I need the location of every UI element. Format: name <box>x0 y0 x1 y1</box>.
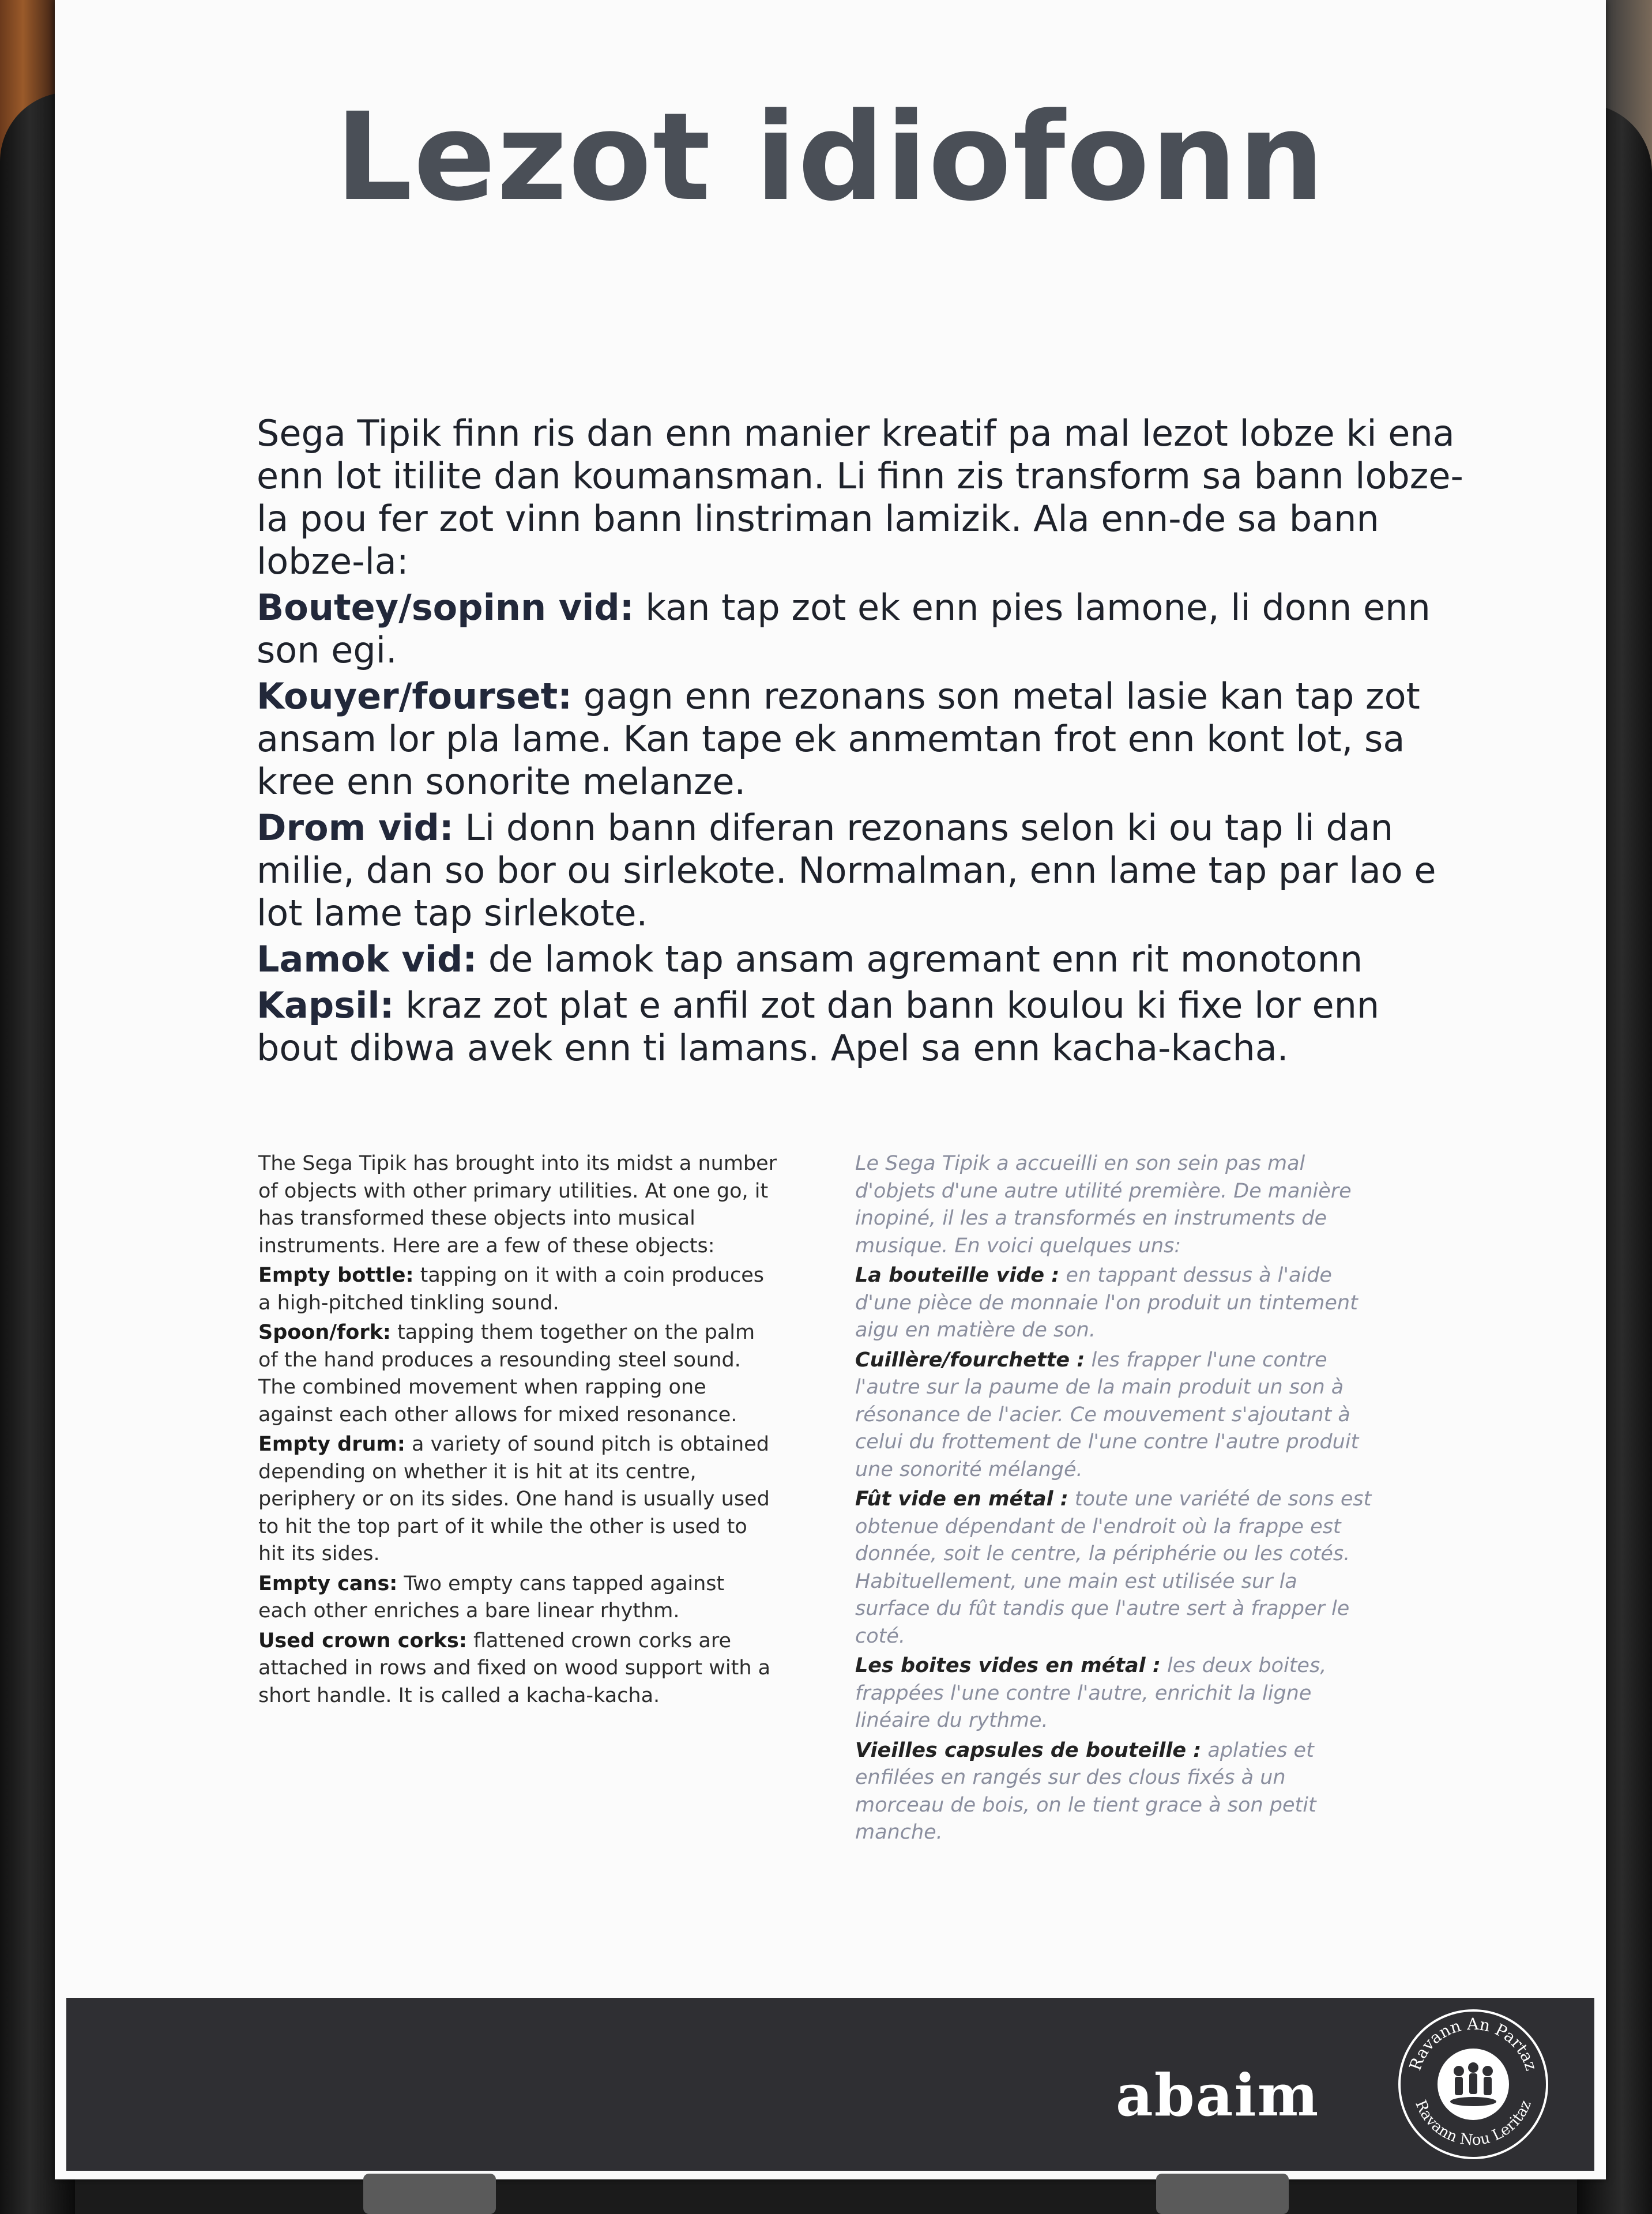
kreol-term: Lamok vid: <box>257 938 477 980</box>
french-desc: toute une variété de sons est obtenue dépendant de l'endroit où la frappe est donnée, soit le centre, la périphérie ou les cotés. Habituellement, une main est utilisée sur la surface du fût tandis que l'autre sert à frapper le coté. <box>855 1488 1372 1648</box>
kreol-item <box>257 807 1467 935</box>
english-term: Empty bottle: <box>258 1264 414 1287</box>
kreol-desc: kraz zot plat e anfil zot dan bann koulou ki fixe lor enn bout dibwa avek enn ti lamans. Apel sa enn kacha-kacha. <box>257 984 1380 1069</box>
kreol-desc: de lamok tap ansam agremant enn rit monotonn <box>477 938 1363 980</box>
kreol-text-block <box>257 412 1467 1073</box>
french-desc: les deux boites, frappées l'une contre l'autre, enrichit la ligne linéaire du rythme. <box>855 1654 1327 1732</box>
french-item <box>855 1262 1374 1345</box>
stand-clip-right <box>1156 2174 1289 2214</box>
kreol-item <box>257 938 1467 981</box>
french-term: Cuillère/fourchette : <box>855 1348 1085 1372</box>
english-item <box>258 1319 777 1429</box>
french-intro: Le Sega Tipik a accueilli en son sein pas mal d'objets d'une autre utilité première. De manière inopiné, il les a transformés en instruments de musique. En voici quelques uns: <box>855 1152 1352 1257</box>
footer-band <box>66 1998 1594 2171</box>
kreol-term: Boutey/sopinn vid: <box>257 586 634 628</box>
english-column <box>258 1150 777 1712</box>
english-intro: The Sega Tipik has brought into its midst a number of objects with other primary utilities. At one go, it has transformed these objects into musical instruments. Here are a few of these objects: <box>258 1152 777 1257</box>
kreol-desc: Li donn bann diferan rezonans selon ki ou tap li dan milie, dan so bor ou sirlekote. Normalman, enn lame tap par lao e lot lame tap sirlekote. <box>257 807 1436 934</box>
musicians-icon <box>1450 2062 1496 2106</box>
english-term: Used crown corks: <box>258 1629 467 1652</box>
page-title: Lezot idiofonn <box>335 86 1326 228</box>
kreol-term: Drom vid: <box>257 807 454 849</box>
kreol-item <box>257 586 1467 672</box>
french-desc: aplaties et enfilées en rangés sur des clous fixés à un morceau de bois, on le tient grace à son petit manche. <box>855 1738 1316 1844</box>
english-item <box>258 1431 777 1568</box>
french-term: Vieilles capsules de bouteille : <box>855 1738 1202 1762</box>
english-item <box>258 1571 777 1625</box>
kreol-item <box>257 675 1467 803</box>
french-item <box>855 1347 1374 1484</box>
kreol-intro: Sega Tipik finn ris dan enn manier kreatif pa mal lezot lobze ki ena enn lot itilite dan koumansman. Li finn zis transform sa bann lobze-la pou fer zot vinn bann linstriman lamizik. Ala enn-de sa bann lobze-la: <box>257 412 1463 582</box>
english-desc: tapping on it with a coin produces a high-pitched tinkling sound. <box>258 1264 765 1315</box>
english-item <box>258 1628 777 1710</box>
english-desc: Two empty cans tapped against each other enriches a bare linear rhythm. <box>258 1572 725 1622</box>
french-column <box>855 1150 1374 1849</box>
french-desc: en tappant dessus à l'aide d'une pièce de monnaie l'on produit un tintement aigu en matière de son. <box>855 1264 1358 1342</box>
seal-text-top: Ravann An Partaz <box>1405 2014 1541 2073</box>
kreol-desc: kan tap zot ek enn pies lamone, li donn enn son egi. <box>257 586 1431 671</box>
stand-clip-left <box>363 2174 496 2214</box>
french-item <box>855 1652 1374 1735</box>
kreol-item <box>257 984 1467 1070</box>
french-desc: les frapper l'une contre l'autre sur la paume de la main produit un son à résonance de l'acier. Ce mouvement s'ajoutant à celui du frottement de l'une contre l'autre produit une sonorité mélangé. <box>855 1348 1359 1481</box>
seal-text-bottom: Ravann Nou Leritaz <box>1412 2098 1535 2149</box>
kreol-term: Kouyer/fourset: <box>257 675 573 717</box>
french-term: Fût vide en métal : <box>855 1488 1068 1511</box>
english-term: Empty drum: <box>258 1433 405 1456</box>
french-item <box>855 1737 1374 1847</box>
english-term: Empty cans: <box>258 1572 398 1595</box>
english-term: Spoon/fork: <box>258 1321 391 1344</box>
ravann-seal-logo <box>1395 2006 1551 2162</box>
french-item <box>855 1486 1374 1650</box>
french-term: Les boites vides en métal : <box>855 1654 1161 1677</box>
info-panel <box>55 0 1606 2179</box>
english-desc: flattened crown corks are attached in rows and fixed on wood support with a short handle. It is called a kacha-kacha. <box>258 1629 771 1707</box>
abaim-logo: abaim <box>1116 2061 1320 2129</box>
english-item <box>258 1262 777 1317</box>
kreol-term: Kapsil: <box>257 984 394 1026</box>
english-desc: tapping them together on the palm of the hand produces a resounding steel sound. The combined movement when rapping one against each other allows for mixed resonance. <box>258 1321 755 1426</box>
english-desc: a variety of sound pitch is obtained depending on whether it is hit at its centre, periphery or on its sides. One hand is usually used to hit the top part of it while the other is used to hit its sides. <box>258 1433 770 1565</box>
kreol-desc: gagn enn rezonans son metal lasie kan tap zot ansam lor pla lame. Kan tape ek anmemtan frot enn kont lot, sa kree enn sonorite melanze. <box>257 675 1420 803</box>
french-term: La bouteille vide : <box>855 1264 1060 1287</box>
